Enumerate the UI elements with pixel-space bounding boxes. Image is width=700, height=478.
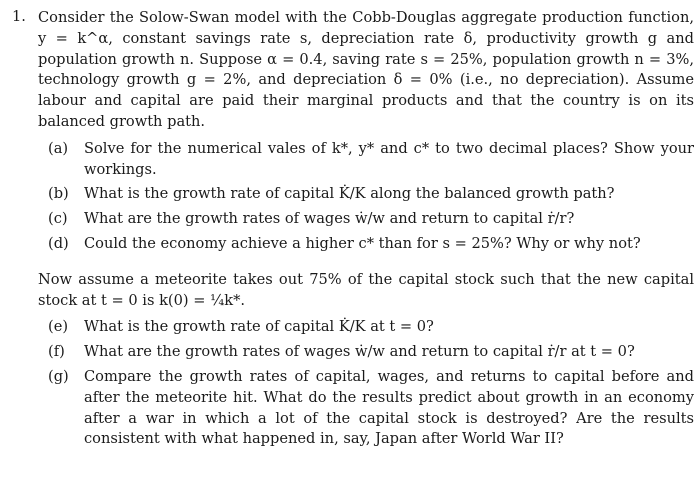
question-label: (g) — [48, 367, 69, 385]
question-d — [48, 234, 694, 255]
question-c — [48, 209, 694, 230]
question-label: (a) — [48, 139, 69, 157]
problem-number: 1. — [12, 8, 26, 25]
question-text: Compare the growth rates of capital, wages, and returns to capital before and after the meteorite hit. What do the results predict about growth in an economy after a war in which a lot of the capital stock is destroyed? Are the results consistent with what happened in, say, Japan after World War II? — [84, 367, 694, 448]
question-g — [48, 367, 694, 450]
question-label: (d) — [48, 234, 69, 252]
question-b — [48, 184, 694, 205]
question-text: Could the economy achieve a higher c* than for s = 25%? Why or why not? — [84, 234, 641, 252]
question-label: (b) — [48, 185, 69, 203]
meteorite-paragraph: Now assume a meteorite takes out 75% of the capital stock such that the new capital stock at t = 0 is k(0) = ¼k*. — [38, 270, 694, 309]
question-text: What is the growth rate of capital K̇/K at t = 0? — [84, 318, 434, 336]
question-text: What is the growth rate of capital K̇/K along the balanced growth path? — [84, 185, 615, 203]
question-text: What are the growth rates of wages ẇ/w and return to capital ṙ/r? — [84, 210, 575, 228]
problem-intro: Consider the Solow-Swan model with the Cobb-Douglas aggregate production function, y = k^α, constant savings rate s, depreciation rate δ, productivity growth g and population growth n. Suppose α = 0.4, saving rate s = 25%, population growth n = 3%, technology growth g = 2%, and depreciation δ = 0% (i.e., no depreciation). Assume labour and capital are paid their marginal products and that the country is on its balanced growth path. — [38, 9, 694, 130]
question-list-part2 — [48, 317, 694, 450]
problem-1 — [12, 8, 694, 454]
question-label: (e) — [48, 318, 69, 336]
question-text: Solve for the numerical vales of k*, y* and c* to two decimal places? Show your workings. — [84, 139, 694, 178]
question-f — [48, 342, 694, 363]
question-label: (c) — [48, 210, 68, 228]
question-a — [48, 139, 694, 181]
question-text: What are the growth rates of wages ẇ/w and return to capital ṙ/r at t = 0? — [84, 343, 635, 361]
question-list-part1 — [48, 139, 694, 255]
question-e — [48, 317, 694, 338]
question-label: (f) — [48, 343, 65, 361]
